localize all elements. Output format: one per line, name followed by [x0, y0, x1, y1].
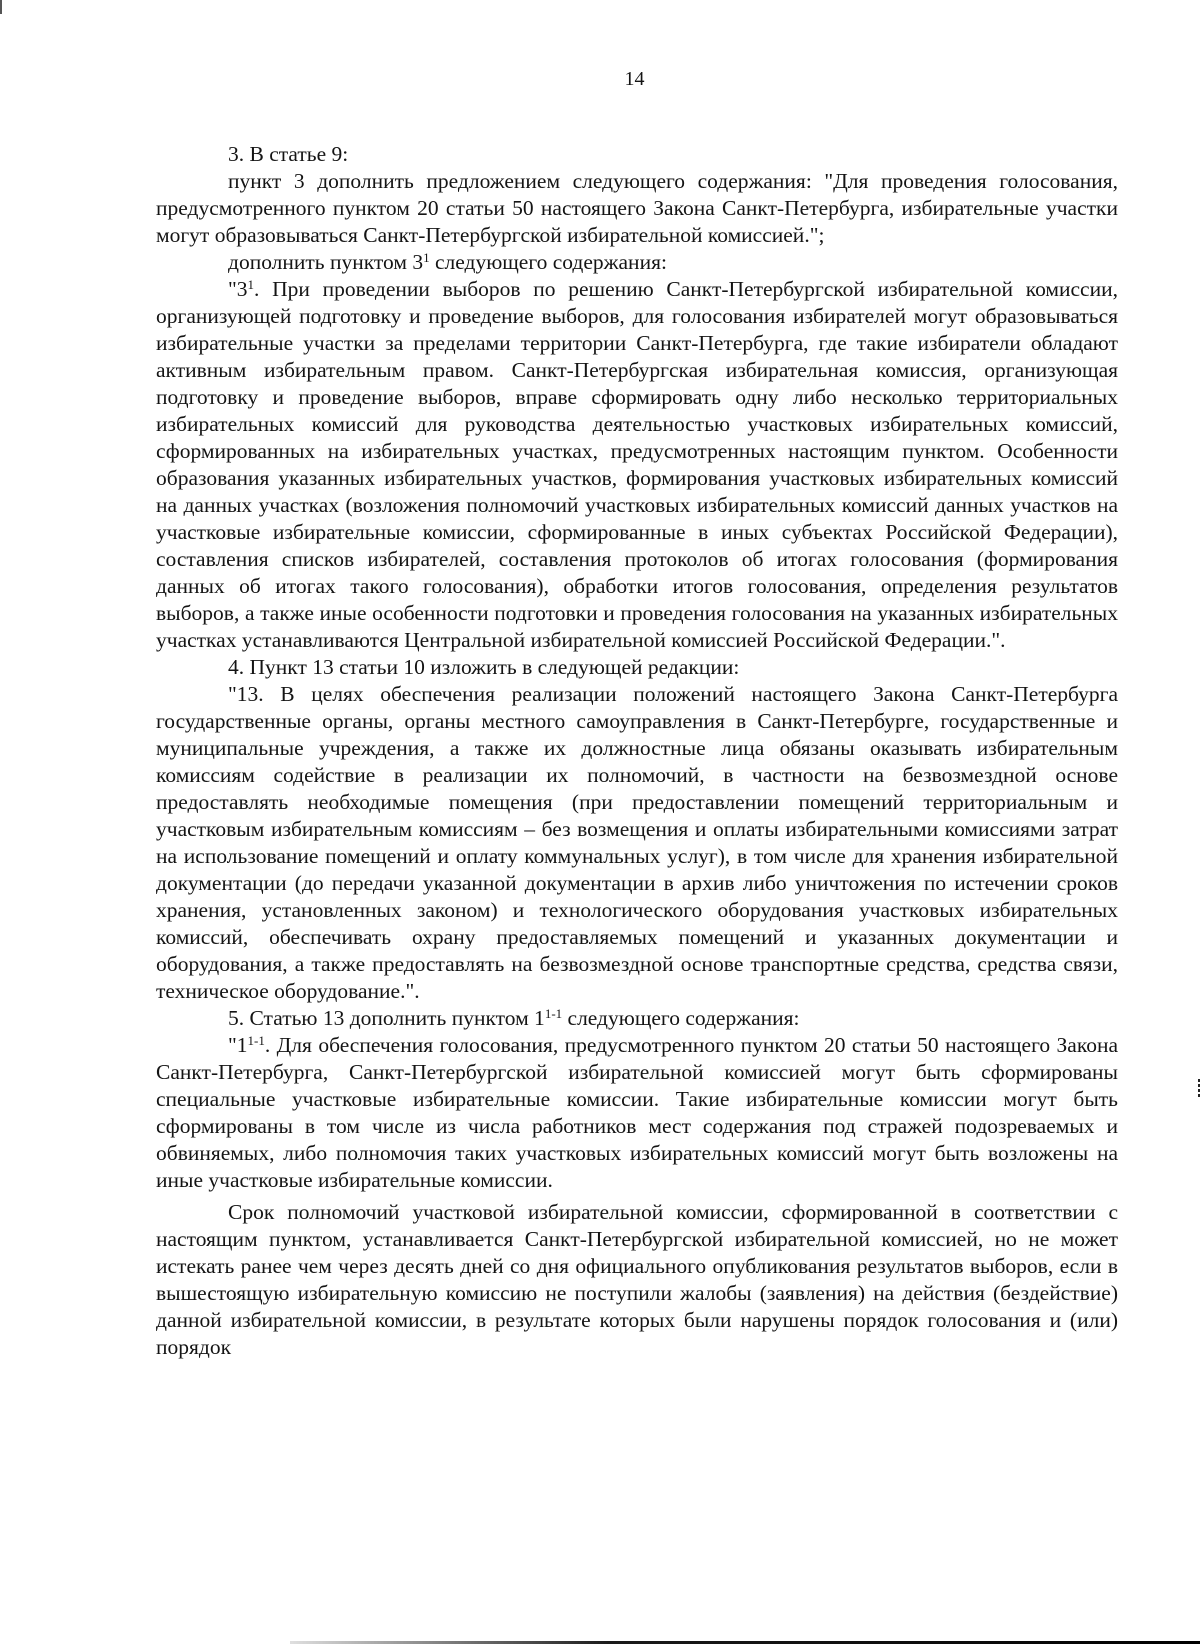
- scan-edge-line: [290, 1641, 1200, 1644]
- text-run: . При проведении выборов по решению Санкт-Петербургской избирательной комиссии, организующей подготовку и проведение выборов, для голосования избирателей могут образовываться избирательные участки за пределами территории Санкт-Петербурга, где такие избиратели обладают активным избирательным правом. Санкт-Петербургская избирательная комиссия, организующая подготовку и проведение выборов, вправе сформировать одну либо несколько территориальных избирательных комиссий для руководства деятельностью участковых избирательных комиссий, сформированных на избирательных участках, предусмотренных настоящим пунктом. Особенности образования указанных избирательных участков, формирования участковых избирательных комиссий на данных участках (возложения полномочий участковых избирательных комиссий данных участков на участковые избирательные комиссии, сформированные в иных субъектах Российской Федерации), составления списков избирателей, составления протоколов об итогах голосования (формирования данных об итогах такого голосования), обработки итогов голосования, определения результатов выборов, а также иные особенности подготовки и проведения голосования на указанных избирательных участках устанавливаются Центральной избирательной комиссией Российской Федерации.".: [156, 277, 1118, 652]
- text-run: дополнить пунктом 3: [228, 250, 424, 274]
- paragraph-point-1-1-1-text: [156, 1032, 1118, 1194]
- paragraph-term-of-powers: Срок полномочий участковой избирательной комиссии, сформированной в соответствии с настоящим пунктом, устанавливается Санкт-Петербургской избирательной комиссией, но не может истекать ранее чем через десять дней со дня официального опубликования результатов выборов, если в вышестоящую избирательную комиссию не поступили жалобы (заявления) на действия (бездействие) данной избирательной комиссии, в результате которых были нарушены порядок голосования и (или) порядок: [156, 1200, 1118, 1359]
- superscript: 1-1: [247, 1033, 265, 1048]
- text-run: . Для обеспечения голосования, предусмотренного пунктом 20 статьи 50 настоящего Закона Санкт-Петербурга, Санкт-Петербургской избирательной комиссией могут быть сформированы специальные участковые избирательные комиссии. Такие избирательные комиссии могут быть сформированы в том числе из числа работников мест содержания под стражей подозреваемых и обвиняемых, либо полномочия таких участковых избирательных комиссий могут быть возложены на иные участковые избирательные комиссии.: [156, 1033, 1118, 1192]
- paragraph-point-13-text: "13. В целях обеспечения реализации положений настоящего Закона Санкт-Петербурга государственные органы, органы местного самоуправления в Санкт-Петербурге, государственные и муниципальные учреждения, а также их должностные лица обязаны оказывать избирательным комиссиям содействие в реализации их полномочий, в частности на безвозмездной основе предоставлять необходимые помещения (при предоставлении помещений территориальным и участковым избирательным комиссиям – без возмещения и оплаты избирательными комиссиями затрат на использование помещений и оплату коммунальных услуг), в том числе для хранения избирательной документации (до передачи указанной документации в архив либо уничтожения по истечении сроков хранения, установленных законом) и технологического оборудования участковых избирательных комиссий, обеспечивать охрану предоставляемых помещений и указанных документации и оборудования, а также предоставлять на безвозмездной основе транспортные средства, средства связи, техническое оборудование.".: [156, 682, 1118, 1003]
- superscript: 1: [423, 250, 430, 265]
- paragraph-article-9-heading: 3. В статье 9:: [228, 142, 349, 166]
- paragraph-add-point-3-1: [156, 249, 1118, 276]
- superscript: 1: [247, 277, 255, 292]
- paragraph-article-13-heading: [156, 1005, 1118, 1032]
- paragraph-article-10-heading: 4. Пункт 13 статьи 10 изложить в следующей редакции:: [228, 655, 740, 679]
- page-number: 14: [624, 68, 645, 90]
- superscript: 1-1: [544, 1006, 563, 1021]
- text-run: следующего содержания:: [429, 250, 667, 274]
- text-run: 5. Статью 13 дополнить пунктом 1: [228, 1006, 545, 1030]
- document-body: [156, 141, 1118, 1361]
- text-run: следующего содержания:: [562, 1006, 800, 1030]
- scan-edge-mark: [0, 0, 2, 14]
- text-run: "1: [228, 1033, 248, 1057]
- paragraph-point-3-1-text: [156, 276, 1118, 654]
- text-run: "3: [228, 277, 248, 301]
- paragraph-article-9-point-3: пункт 3 дополнить предложением следующего содержания: "Для проведения голосования, предусмотренного пунктом 20 статьи 50 настоящего Закона Санкт-Петербурга, избирательные участки могут образовываться Санкт-Петербургской избирательной комиссией.";: [156, 169, 1118, 247]
